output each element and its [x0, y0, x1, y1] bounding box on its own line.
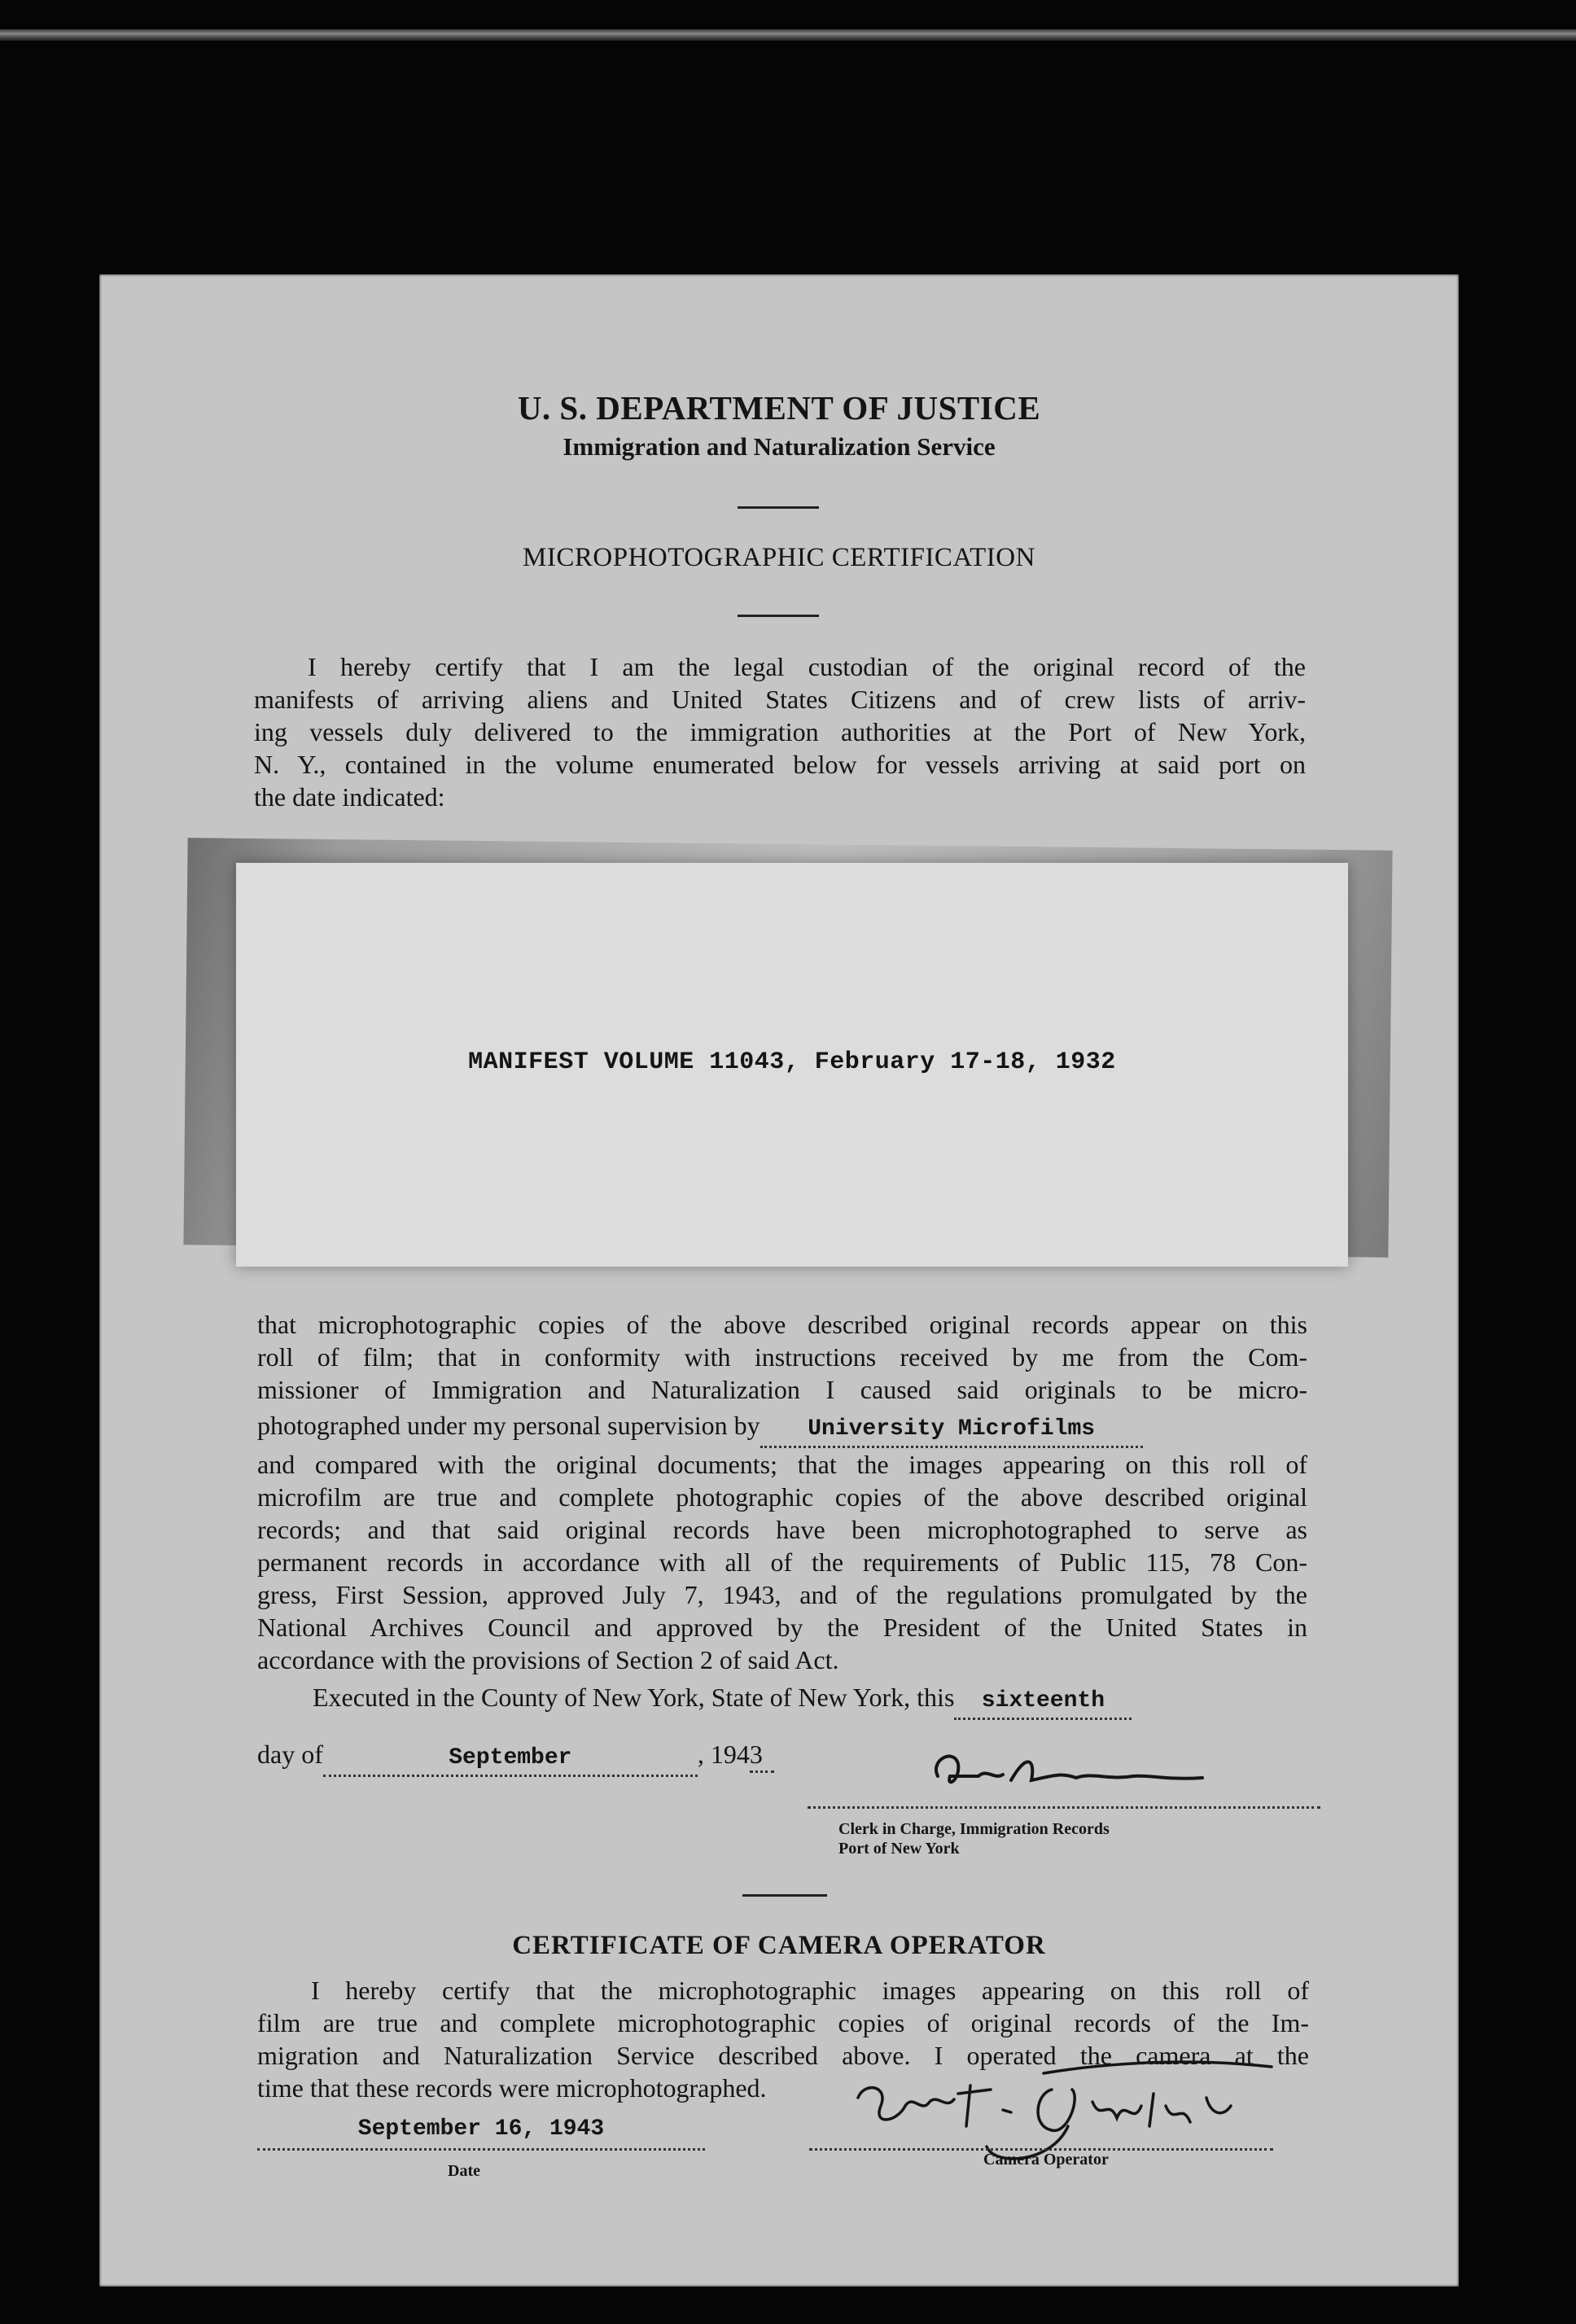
- month-field: [323, 1738, 698, 1777]
- department-heading: U. S. DEPARTMENT OF JUSTICE: [517, 389, 1041, 427]
- executed-prefix: Executed in the County of New York, State of New York, this: [313, 1683, 955, 1712]
- body-line: records; and that said original records have been microphotographed to serve as: [257, 1515, 1307, 1544]
- body-line: microfilm are true and complete photographic copies of the above described original: [257, 1482, 1307, 1512]
- intro-line: manifests of arriving aliens and United States Citizens and of crew lists of arriv-: [254, 685, 1306, 714]
- supervisor-field: [760, 1409, 1143, 1448]
- year-prefix: , 194: [697, 1740, 750, 1769]
- clerk-title-line: Clerk in Charge, Immigration Records: [838, 1820, 1110, 1838]
- date-value: September 16, 1943: [357, 2116, 605, 2142]
- date-label: Date: [448, 2162, 480, 2180]
- month-value: September: [449, 1745, 572, 1770]
- body-line: gress, First Session, approved July 7, 1943, and of the regulations promulgated by the: [257, 1580, 1307, 1609]
- intro-line: the date indicated:: [254, 782, 445, 812]
- body-line: that microphotographic copies of the above described original records appear on this: [257, 1310, 1307, 1339]
- service-heading: Immigration and Naturalization Service: [563, 432, 996, 461]
- divider: [738, 615, 819, 617]
- supervision-prefix: photographed under my personal supervision by: [257, 1411, 760, 1440]
- clerk-signature: [922, 1744, 1215, 1801]
- body-line: National Archives Council and approved by the President of the United States in: [257, 1613, 1307, 1642]
- clerk-title: [838, 1819, 1110, 1858]
- divider: [738, 506, 819, 509]
- body-line: permanent records in accordance with all of the requirements of Public 115, 78 Con-: [257, 1547, 1307, 1577]
- body-line: roll of film; that in conformity with instructions received by me from the Com-: [257, 1342, 1307, 1372]
- month-line: [257, 1738, 774, 1777]
- day-of-label: day of: [257, 1740, 323, 1769]
- date-line: [257, 2148, 705, 2151]
- intro-line: I hereby certify that I am the legal custodian of the original record of the: [308, 652, 1306, 681]
- camera-cert-line: time that these records were microphotographed.: [257, 2073, 767, 2103]
- intro-paragraph: [254, 650, 1306, 813]
- body-line: missioner of Immigration and Naturalization I caused said originals to be micro-: [257, 1375, 1307, 1404]
- year-field: [750, 1738, 774, 1773]
- manifest-volume-label: MANIFEST VOLUME 11043, February 17-18, 1932: [468, 1048, 1116, 1076]
- clerk-title-line: Port of New York: [838, 1840, 960, 1858]
- supervision-line: [257, 1409, 1307, 1448]
- day-value: sixteenth: [981, 1688, 1105, 1713]
- operator-label: Camera Operator: [983, 2151, 1109, 2169]
- day-field: [954, 1681, 1132, 1720]
- body-line: accordance with the provisions of Section 2 of said Act.: [257, 1645, 839, 1674]
- camera-cert-line: I hereby certify that the microphotographic images appearing on this roll of: [311, 1976, 1309, 2005]
- year-digit: 3: [749, 1740, 763, 1769]
- executed-line: [313, 1681, 1314, 1720]
- divider: [742, 1894, 827, 1897]
- body-line: and compared with the original documents; that the images appearing on this roll of: [257, 1450, 1307, 1479]
- certificate-page: [99, 274, 1459, 2287]
- supervisor-name: University Microfilms: [808, 1416, 1096, 1442]
- manifest-card: [236, 863, 1348, 1267]
- film-edge: [0, 29, 1576, 41]
- body-paragraph: [257, 1308, 1307, 1676]
- intro-line: N. Y., contained in the volume enumerated below for vessels arriving at said port on: [254, 750, 1306, 779]
- camera-cert-line: migration and Naturalization Service described above. I operated the camera at the: [257, 2041, 1309, 2070]
- camera-cert-line: film are true and complete microphotographic copies of original records of the Im-: [257, 2008, 1309, 2037]
- clerk-signature-line: [808, 1806, 1320, 1809]
- camera-cert-title: CERTIFICATE OF CAMERA OPERATOR: [512, 1931, 1046, 1960]
- certification-title: MICROPHOTOGRAPHIC CERTIFICATION: [523, 543, 1035, 572]
- intro-line: ing vessels duly delivered to the immigration authorities at the Port of New York,: [254, 717, 1306, 746]
